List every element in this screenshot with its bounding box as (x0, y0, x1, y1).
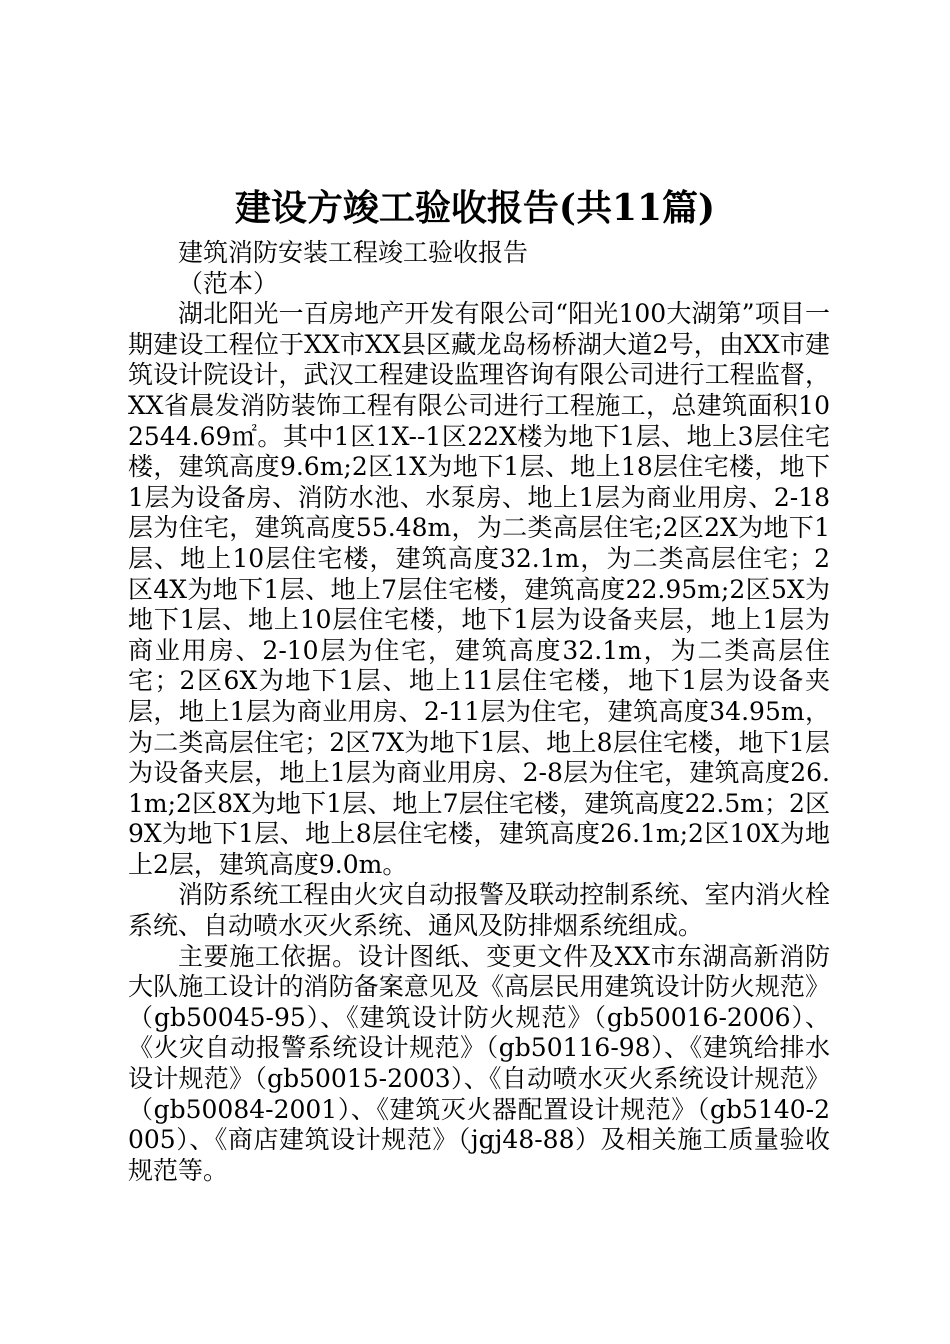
paragraph-project-overview: 湖北阳光一百房地产开发有限公司“阳光100大湖第”项目一期建设工程位于XX市XX县区藏龙岛杨桥湖大道2号，由XX市建筑设计院设计，武汉工程建设监理咨询有限公司进行工程监督，XX省晨发消防装饰工程有限公司进行工程施工，总建筑面积102544.69㎡。其中1区1X--1区22X楼为地下1层、地上3层住宅楼，建筑高度9.6m;2区1X为地下1层、地上18层住宅楼，地下1层为设备房、消防水池、水泵房、地上1层为商业用房、2-18层为住宅，建筑高度55.48m，为二类高层住宅;2区2X为地下1层、地上10层住宅楼，建筑高度32.1m，为二类高层住宅；2区4X为地下1层、地上7层住宅楼，建筑高度22.95m;2区5X为地下1层、地上10层住宅楼，地下1层为设备夹层，地上1层为商业用房、2-10层为住宅，建筑高度32.1m，为二类高层住宅；2区6X为地下1层、地上11层住宅楼，地下1层为设备夹层，地上1层为商业用房、2-11层为住宅，建筑高度34.95m，为二类高层住宅；2区7X为地下1层、地上8层住宅楼，地下1层为设备夹层，地上1层为商业用房、2-8层为住宅，建筑高度26.1m;2区8X为地下1层、地上7层住宅楼，建筑高度22.5m；2区9X为地下1层、地上8层住宅楼，建筑高度26.1m;2区10X为地上2层，建筑高度9.0m。 (128, 299, 830, 879)
document-title: 建设方竣工验收报告(共11篇) (234, 187, 716, 229)
paragraph-construction-basis: 主要施工依据。设计图纸、变更文件及XX市东湖高新消防大队施工设计的消防备案意见及《高层民用建筑设计防火规范》（gb50045-95）、《建筑设计防火规范》（gb50016-2006）、《火灾自动报警系统设计规范》（gb50116-98）、《建筑给排水设计规范》（gb50015-2003）、《自动喷水灭火系统设计规范》（gb50084-2001）、《建筑灭火器配置设计规范》（gb5140-2005）、《商店建筑设计规范》（jgj48-88）及相关施工质量验收规范等。 (128, 941, 830, 1185)
document-body (128, 238, 830, 1186)
paragraph-template-note: （范本） (178, 268, 279, 298)
paragraph-fire-system: 消防系统工程由火灾自动报警及联动控制系统、室内消火栓系统、自动喷水灭火系统、通风及防排烟系统组成。 (128, 880, 830, 941)
paragraph-subtitle: 建筑消防安装工程竣工验收报告 (178, 238, 529, 267)
